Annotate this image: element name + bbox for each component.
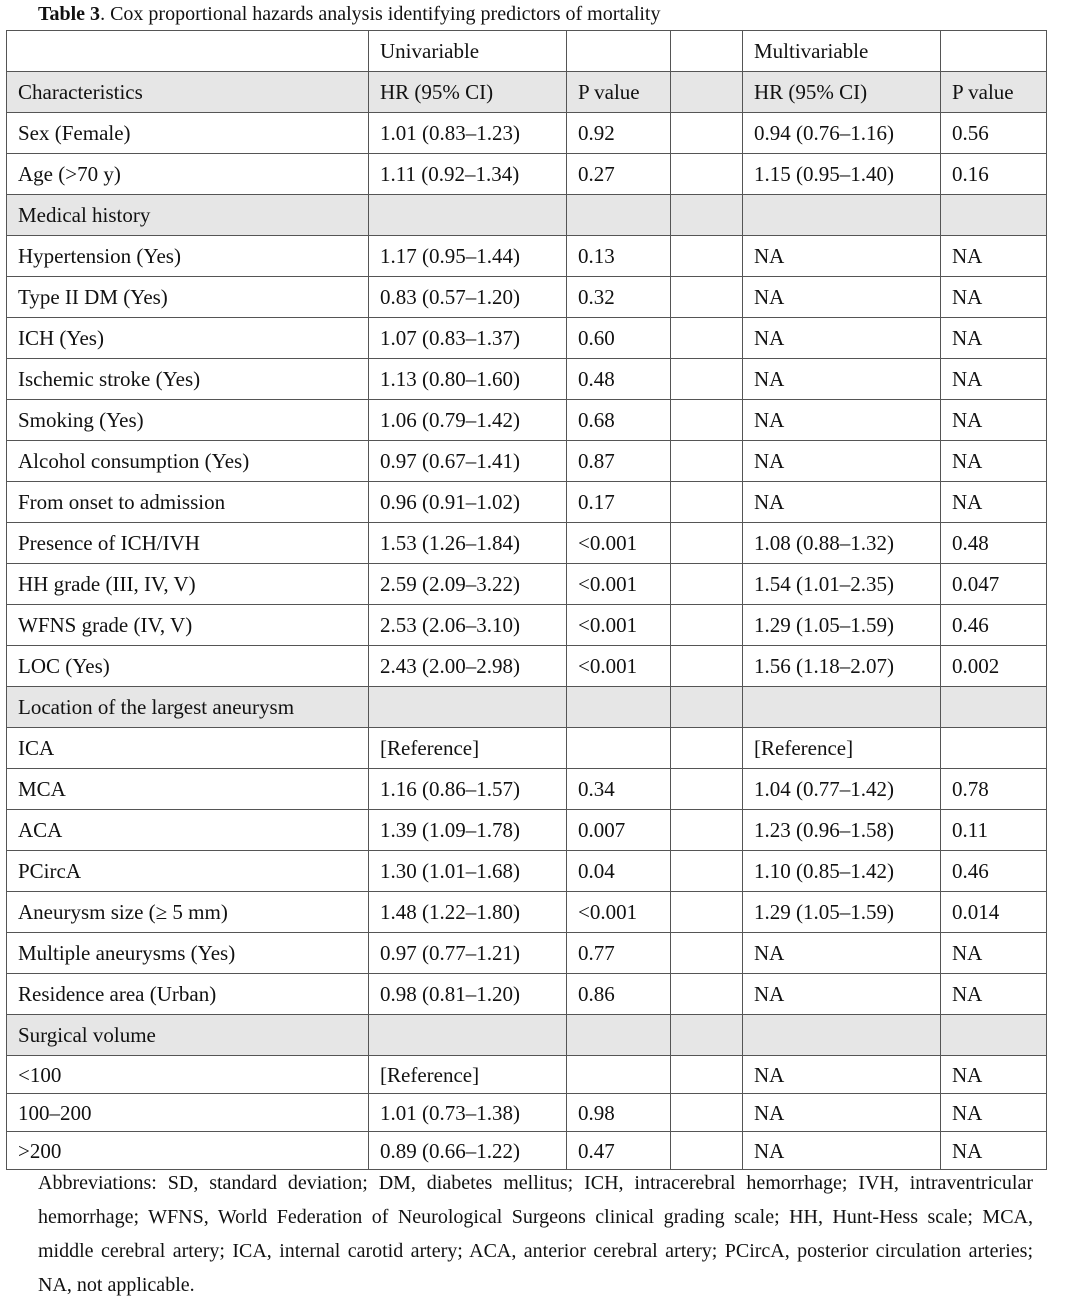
table-cell [671,1094,743,1132]
table-cell [369,195,567,236]
table-row [7,1094,1047,1132]
table-cell [671,1056,743,1094]
table-cell: NA [941,441,1047,482]
table-cell: NA [941,1094,1047,1132]
table-row [7,728,1047,769]
table-cell: 1.06 (0.79–1.42) [369,400,567,441]
table-cell: NA [743,359,941,400]
section-header-row [7,687,1047,728]
table-cell: 0.48 [941,523,1047,564]
table-cell: NA [941,1056,1047,1094]
table-cell: 0.11 [941,810,1047,851]
table-cell [671,523,743,564]
table-cell: 0.86 [567,974,671,1015]
section-header-row [7,195,1047,236]
table-cell: 0.007 [567,810,671,851]
table-row [7,810,1047,851]
table-cell: Type II DM (Yes) [7,277,369,318]
table-cell: 0.89 (0.66–1.22) [369,1132,567,1170]
table-cell: 2.43 (2.00–2.98) [369,646,567,687]
table-cell: NA [941,1132,1047,1170]
table-cell [671,810,743,851]
table-cell: Sex (Female) [7,113,369,154]
table-cell: 1.56 (1.18–2.07) [743,646,941,687]
table-row [7,851,1047,892]
table-cell: Hypertension (Yes) [7,236,369,277]
table-cell: 1.30 (1.01–1.68) [369,851,567,892]
table-cell: NA [743,277,941,318]
table-row [7,769,1047,810]
table-cell [671,154,743,195]
table-cell: NA [743,441,941,482]
header-cell [7,31,369,72]
table-cell: NA [743,236,941,277]
table-cell [671,441,743,482]
table-cell: NA [743,400,941,441]
table-cell [369,1015,567,1056]
table-row [7,1132,1047,1170]
table-cell: 1.16 (0.86–1.57) [369,769,567,810]
table-cell [671,564,743,605]
table-row [7,113,1047,154]
table-cell: NA [941,277,1047,318]
table-cell: Presence of ICH/IVH [7,523,369,564]
table-cell: Surgical volume [7,1015,369,1056]
table-cell [743,1015,941,1056]
table-cell: 0.68 [567,400,671,441]
table-cell: 1.53 (1.26–1.84) [369,523,567,564]
table-cell: Smoking (Yes) [7,400,369,441]
table-cell [743,687,941,728]
table-cell [671,687,743,728]
table-cell: 0.77 [567,933,671,974]
table-cell [671,400,743,441]
table-cell: 0.92 [567,113,671,154]
section-header-row [7,1015,1047,1056]
table-cell [671,851,743,892]
table-cell [671,318,743,359]
table-cell: [Reference] [369,1056,567,1094]
table-row [7,523,1047,564]
table-cell: NA [743,1056,941,1094]
table-cell [671,728,743,769]
table-cell: <0.001 [567,646,671,687]
table-cell: Age (>70 y) [7,154,369,195]
table-cell: [Reference] [369,728,567,769]
table-cell: 0.98 (0.81–1.20) [369,974,567,1015]
table-row [7,974,1047,1015]
table-cell: 1.39 (1.09–1.78) [369,810,567,851]
table-cell: From onset to admission [7,482,369,523]
table-cell [941,728,1047,769]
table-caption [38,2,661,26]
table-cell: 1.15 (0.95–1.40) [743,154,941,195]
table-cell: WFNS grade (IV, V) [7,605,369,646]
table-cell: 0.002 [941,646,1047,687]
table-cell: >200 [7,1132,369,1170]
table-cell: <0.001 [567,523,671,564]
table-cell: 1.13 (0.80–1.60) [369,359,567,400]
table-cell: 1.11 (0.92–1.34) [369,154,567,195]
table-cell: 1.54 (1.01–2.35) [743,564,941,605]
table-cell: NA [743,482,941,523]
table-cell: MCA [7,769,369,810]
table-row [7,154,1047,195]
table-cell: 0.83 (0.57–1.20) [369,277,567,318]
table-cell: 0.56 [941,113,1047,154]
table-cell: 0.014 [941,892,1047,933]
table-cell: NA [941,318,1047,359]
header-cell-p-univariable: P value [567,72,671,113]
table-cell [671,1015,743,1056]
table-cell: <0.001 [567,564,671,605]
table-row [7,236,1047,277]
header-cell-hr-univariable: HR (95% CI) [369,72,567,113]
table-cell: <0.001 [567,892,671,933]
table-cell: <0.001 [567,605,671,646]
table-cell: 0.16 [941,154,1047,195]
header-cell-characteristics: Characteristics [7,72,369,113]
table-cell [671,933,743,974]
table-cell: Aneurysm size (≥ 5 mm) [7,892,369,933]
table-cell: 0.97 (0.77–1.21) [369,933,567,974]
table-cell [567,687,671,728]
table-cell: 0.04 [567,851,671,892]
header-cell [941,31,1047,72]
table-cell [567,1056,671,1094]
table-row [7,1056,1047,1094]
table-cell [671,482,743,523]
table-body [7,31,1047,1170]
table-row [7,482,1047,523]
table-cell: 1.10 (0.85–1.42) [743,851,941,892]
table-cell: 0.17 [567,482,671,523]
table-cell: 0.87 [567,441,671,482]
table-cell [671,236,743,277]
table-cell: Residence area (Urban) [7,974,369,1015]
table-cell: NA [941,359,1047,400]
table-cell [941,687,1047,728]
table-caption-text: . Cox proportional hazards analysis identifying predictors of mortality [100,3,661,25]
table-cell: 0.94 (0.76–1.16) [743,113,941,154]
table-cell [671,195,743,236]
table-cell: LOC (Yes) [7,646,369,687]
table-cell [671,113,743,154]
table-cell: 0.46 [941,605,1047,646]
table-cell: Ischemic stroke (Yes) [7,359,369,400]
table-row [7,277,1047,318]
table-cell [941,1015,1047,1056]
table-cell: PCircA [7,851,369,892]
table-row [7,933,1047,974]
table-cell: 1.29 (1.05–1.59) [743,605,941,646]
header-cell-univariable: Univariable [369,31,567,72]
table-cell: 2.53 (2.06–3.10) [369,605,567,646]
table-cell: NA [941,482,1047,523]
table-cell: 100–200 [7,1094,369,1132]
header-cell [671,31,743,72]
table-cell [567,1015,671,1056]
table-cell: NA [941,933,1047,974]
table-cell: 0.13 [567,236,671,277]
table-cell: 0.32 [567,277,671,318]
table-cell: 0.047 [941,564,1047,605]
table-cell [671,1132,743,1170]
table-row [7,564,1047,605]
table-cell: 1.04 (0.77–1.42) [743,769,941,810]
table-row [7,400,1047,441]
table-cell: 1.01 (0.73–1.38) [369,1094,567,1132]
table-cell [743,195,941,236]
header-cell [567,31,671,72]
header-cell [671,72,743,113]
table-cell: 1.29 (1.05–1.59) [743,892,941,933]
table-cell: 1.07 (0.83–1.37) [369,318,567,359]
table-cell: 0.60 [567,318,671,359]
table-cell: NA [941,974,1047,1015]
table-cell: 1.01 (0.83–1.23) [369,113,567,154]
table-row [7,441,1047,482]
table-cell: 0.97 (0.67–1.41) [369,441,567,482]
table-cell [671,277,743,318]
header-row-columns [7,72,1047,113]
table-cell: NA [743,1132,941,1170]
table-cell: NA [941,400,1047,441]
abbreviations-footnote: Abbreviations: SD, standard deviation; DM, diabetes mellitus; ICH, intracerebral hemorrhage; IVH, intraventricular hemorrhage; WFNS, World Federation of Neurological Surgeons clinical grading scale; HH, Hunt-Hess scale; MCA, middle cerebral artery; ICA, internal carotid artery; ACA, anterior cerebral artery; PCircA, posterior circulation arteries; NA, not applicable. [38,1172,1033,1296]
table-cell: NA [743,974,941,1015]
table-cell [671,892,743,933]
table-row [7,892,1047,933]
table-cell [671,646,743,687]
table-cell: NA [743,933,941,974]
table-cell: 0.34 [567,769,671,810]
table-cell: ACA [7,810,369,851]
table-cell: 0.47 [567,1132,671,1170]
table-cell: HH grade (III, IV, V) [7,564,369,605]
header-cell-hr-multivariable: HR (95% CI) [743,72,941,113]
table-cell: 0.48 [567,359,671,400]
table-cell: 0.78 [941,769,1047,810]
table-cell [941,195,1047,236]
table-cell: 0.98 [567,1094,671,1132]
table-cell: NA [941,236,1047,277]
header-cell-multivariable: Multivariable [743,31,941,72]
table-cell: ICH (Yes) [7,318,369,359]
table-row [7,359,1047,400]
table-row [7,646,1047,687]
table-cell [671,974,743,1015]
table-cell [567,728,671,769]
table-cell: <100 [7,1056,369,1094]
table-cell: Multiple aneurysms (Yes) [7,933,369,974]
table-cell: 1.08 (0.88–1.32) [743,523,941,564]
table-cell: [Reference] [743,728,941,769]
table-row [7,318,1047,359]
table-cell: 0.96 (0.91–1.02) [369,482,567,523]
header-cell-p-multivariable: P value [941,72,1047,113]
table-cell: Location of the largest aneurysm [7,687,369,728]
table-cell: 1.17 (0.95–1.44) [369,236,567,277]
table-cell: NA [743,318,941,359]
table-cell [671,359,743,400]
header-row-group [7,31,1047,72]
table-cell: Alcohol consumption (Yes) [7,441,369,482]
table-cell [671,769,743,810]
table-cell [671,605,743,646]
table-cell: 0.46 [941,851,1047,892]
table-caption-label: Table 3 [38,3,101,25]
table-cell: ICA [7,728,369,769]
table-cell [369,687,567,728]
table-cell: 0.27 [567,154,671,195]
table-cell [567,195,671,236]
cox-hazards-table [6,30,1047,1170]
table-cell: 1.23 (0.96–1.58) [743,810,941,851]
table-cell: NA [743,1094,941,1132]
table-cell: Medical history [7,195,369,236]
table-cell: 1.48 (1.22–1.80) [369,892,567,933]
table-cell: 2.59 (2.09–3.22) [369,564,567,605]
table-row [7,605,1047,646]
